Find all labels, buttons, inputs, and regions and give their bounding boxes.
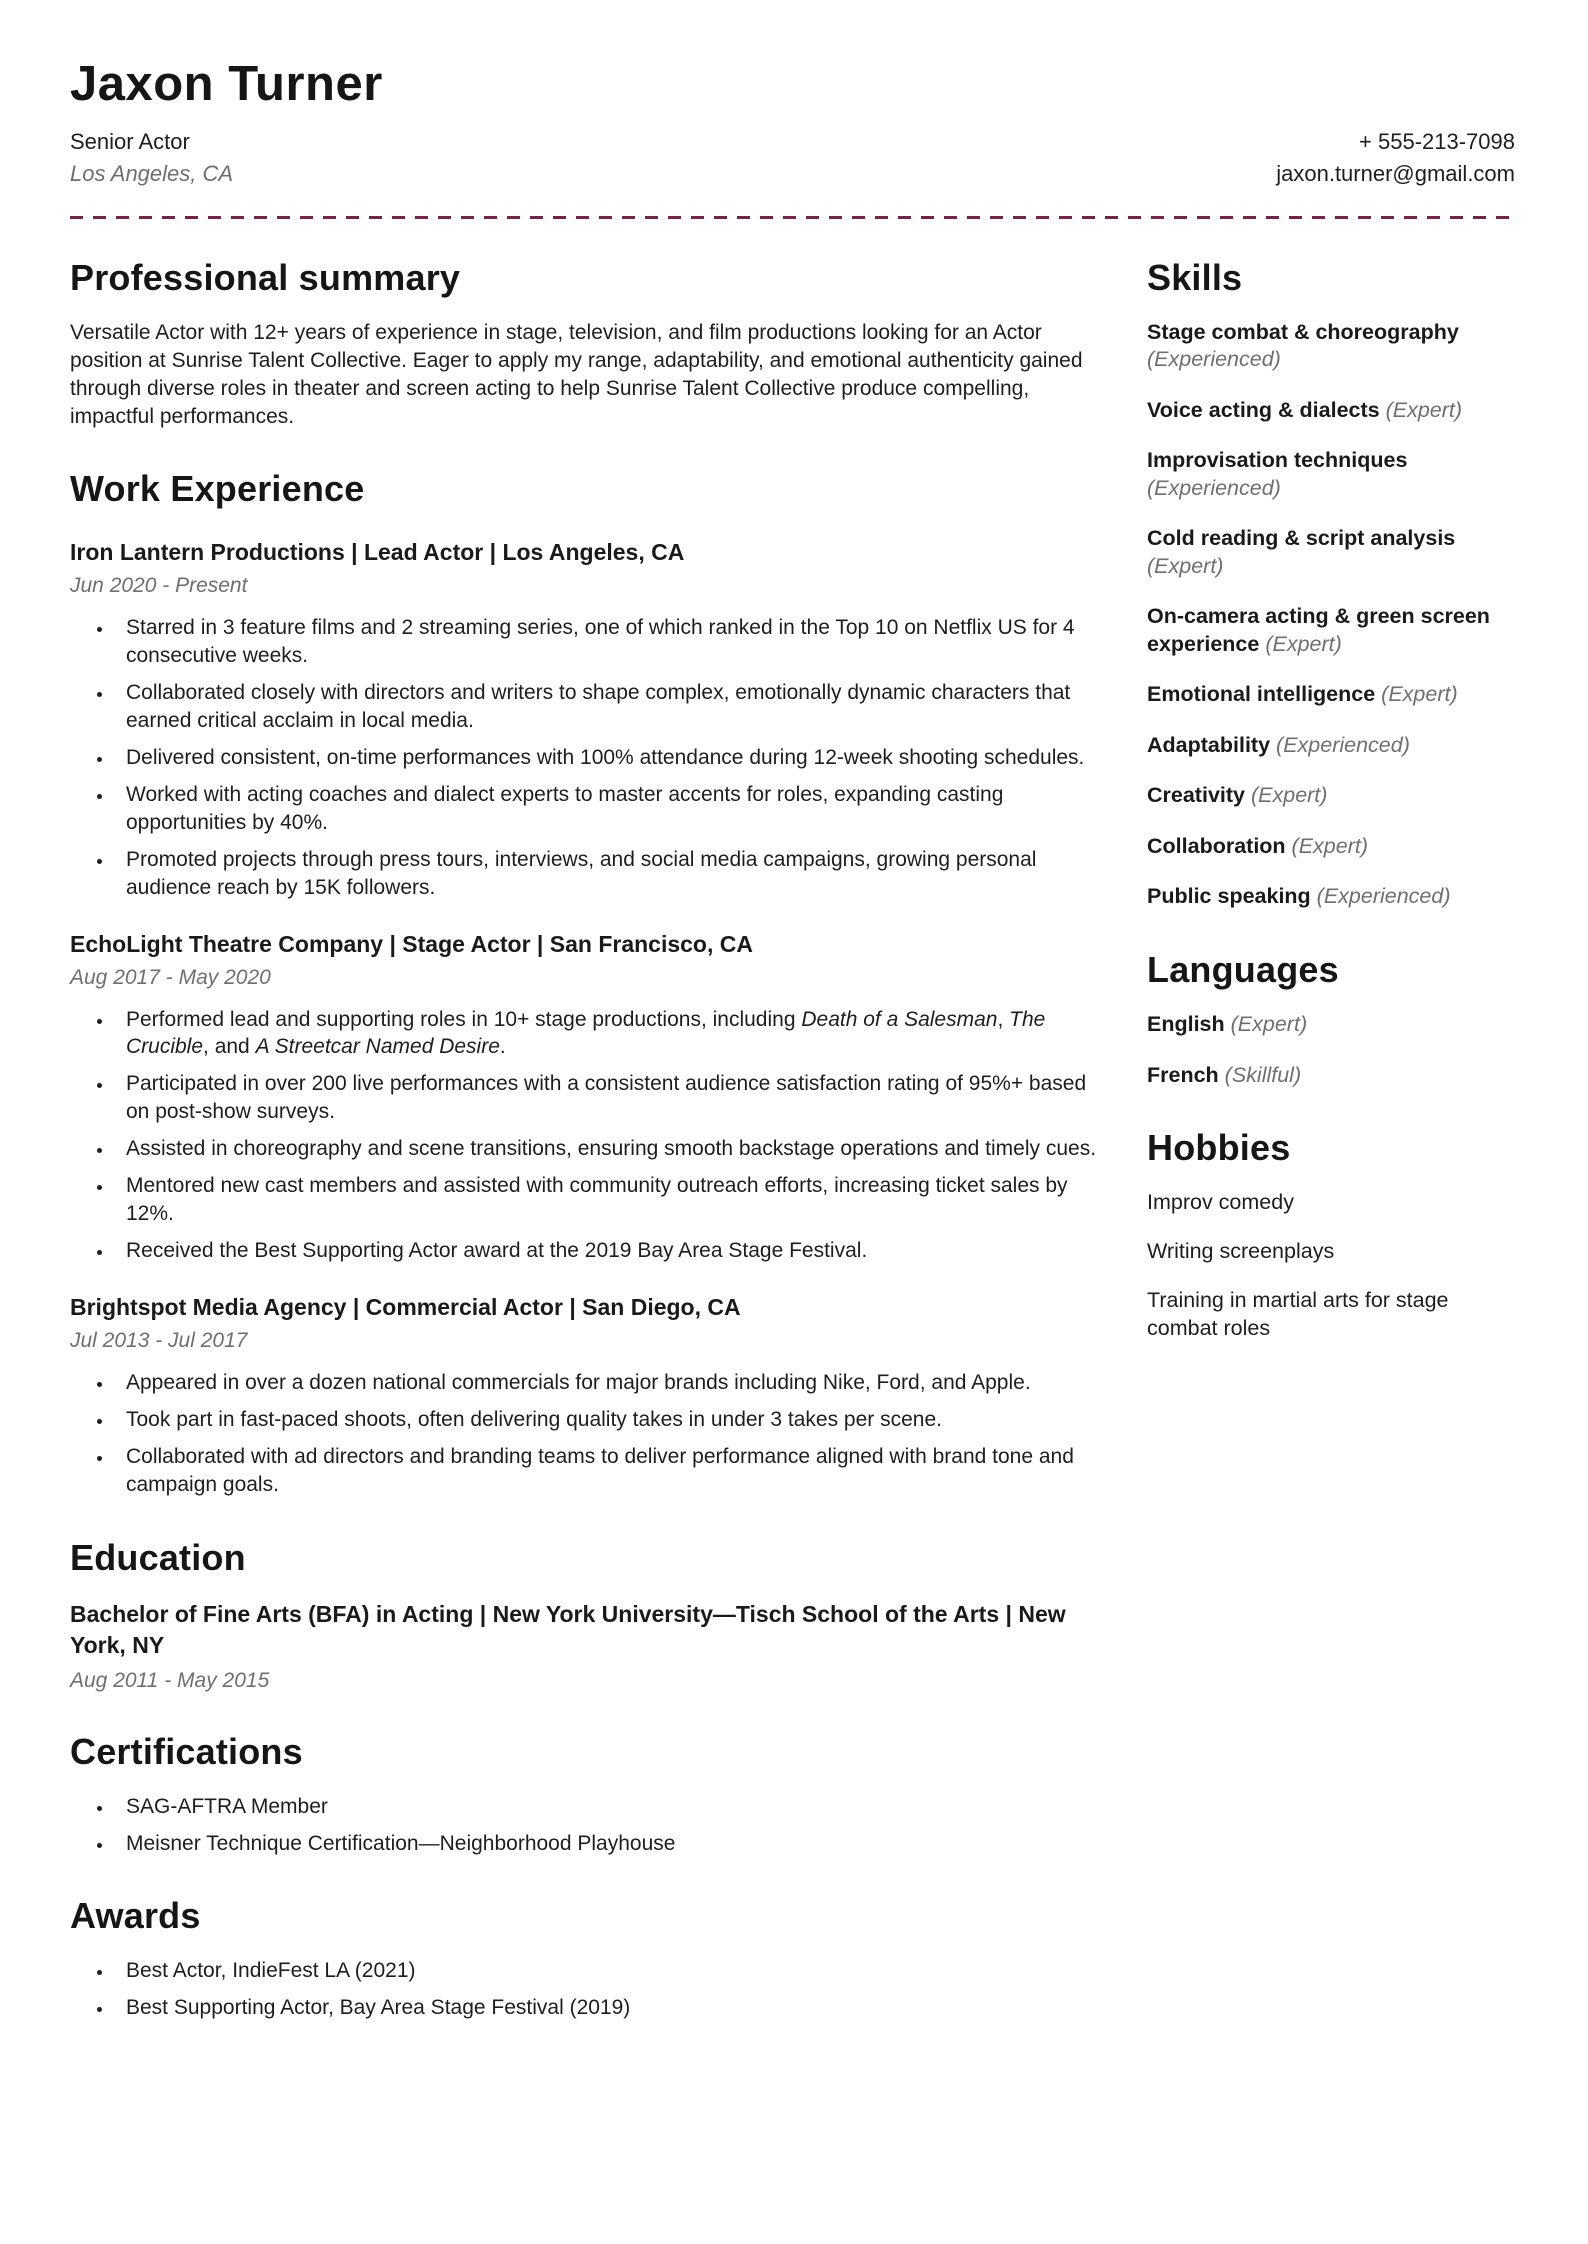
section-work-experience: [70, 468, 1110, 1498]
skill-item: [1147, 525, 1515, 580]
section-hobbies: [1147, 1127, 1515, 1343]
skill-name: Stage combat & choreography: [1147, 319, 1459, 344]
skill-level: (Expert): [1250, 783, 1328, 808]
bullet-item: • SAG-AFTRA Member: [114, 1793, 1110, 1821]
bullet-item: • Delivered consistent, on-time performances with 100% attendance during 12-week shooting schedules.: [114, 744, 1110, 772]
job-entry: [70, 538, 1110, 901]
section-professional-summary: [70, 257, 1110, 431]
summary-heading: Professional summary: [70, 256, 461, 298]
skill-name: French: [1147, 1062, 1219, 1087]
job-title-line: EchoLight Theatre Company | Stage Actor | San Francisco, CA: [70, 930, 753, 957]
skill-level: (Experienced): [1147, 475, 1281, 500]
skill-level: (Skillful): [1224, 1062, 1302, 1087]
work-heading: Work Experience: [70, 468, 365, 510]
job-dates: Jul 2013 - Jul 2017: [70, 1328, 248, 1352]
skill-name: On-camera acting & green screen experience: [1147, 604, 1490, 656]
certifications-heading: Certifications: [70, 1730, 303, 1772]
bullet-item: • Promoted projects through press tours, interviews, and social media campaigns, growing personal audience reach by 15K followers.: [114, 846, 1110, 902]
skill-name: Voice acting & dialects: [1147, 397, 1380, 422]
hobby-list: [1147, 1189, 1515, 1343]
resume-header: [70, 56, 1515, 190]
skill-name: Emotional intelligence: [1147, 682, 1376, 707]
bullet-item: • Starred in 3 feature films and 2 streaming series, one of which ranked in the Top 10 on Netflix US for 4 consecutive weeks.: [114, 614, 1110, 670]
certification-list: [70, 1793, 1110, 1858]
bullet-item: • Received the Best Supporting Actor award at the 2019 Bay Area Stage Festival.: [114, 1237, 1110, 1265]
job-dates: Aug 2017 - May 2020: [70, 965, 271, 989]
bullet-item: • Performed lead and supporting roles in 10+ stage productions, including Death of a Salesman, The Crucible, and A Streetcar Named Desire.: [114, 1006, 1110, 1062]
phone-number: + 555-213-7098: [1359, 129, 1515, 154]
skill-level: (Expert): [1385, 397, 1463, 422]
bullet-item: • Took part in fast-paced shoots, often delivering quality takes in under 3 takes per scene.: [114, 1406, 1110, 1434]
bullet-item: • Worked with acting coaches and dialect experts to master accents for roles, expanding casting opportunities by 40%.: [114, 781, 1110, 837]
bullet-item: • Best Supporting Actor, Bay Area Stage Festival (2019): [114, 1994, 1110, 2022]
degree-title: Bachelor of Fine Arts (BFA) in Acting | New York University—Tisch School of the Arts | New York, NY: [70, 1600, 1066, 1658]
hobby-item: Training in martial arts for stage combat roles: [1147, 1287, 1449, 1340]
header-title-location: [70, 126, 233, 190]
bullet-item: • Appeared in over a dozen national commercials for major brands including Nike, Ford, and Apple.: [114, 1369, 1110, 1397]
skill-item: [1147, 1011, 1515, 1039]
bullet-item: • Mentored new cast members and assisted with community outreach efforts, increasing ticket sales by 12%.: [114, 1172, 1110, 1228]
hobby-item: Improv comedy: [1147, 1190, 1294, 1215]
job-bullet-list: [70, 1369, 1110, 1499]
email-address: jaxon.turner@gmail.com: [1276, 160, 1515, 186]
person-location: Los Angeles, CA: [70, 160, 234, 186]
skill-item: [1147, 447, 1515, 502]
job-title-line: Brightspot Media Agency | Commercial Actor | San Diego, CA: [70, 1293, 741, 1320]
skill-name: Collaboration: [1147, 833, 1286, 858]
job-entry: [70, 1293, 1110, 1499]
skill-level: (Expert): [1291, 833, 1369, 858]
skill-item: [1147, 883, 1515, 911]
job-list: [70, 538, 1110, 1498]
skill-level: (Expert): [1230, 1012, 1308, 1036]
job-title-line: Iron Lantern Productions | Lead Actor | Los Angeles, CA: [70, 539, 685, 566]
bullet-item: • Collaborated with ad directors and branding teams to deliver performance aligned with brand tone and campaign goals.: [114, 1443, 1110, 1499]
summary-text: Versatile Actor with 12+ years of experience in stage, television, and film productions looking for an Actor position at Sunrise Talent Collective. Eager to apply my range, adaptability, and emotional authenticity gained through diverse roles in theater and screen acting to help Sunrise Talent Collective produce compelling, impactful performances.: [70, 320, 1083, 428]
skill-name: Adaptability: [1147, 732, 1271, 757]
person-job-title: Senior Actor: [70, 129, 190, 154]
skill-level: (Expert): [1381, 682, 1458, 707]
section-skills: [1147, 257, 1515, 911]
header-contact-info: [1276, 126, 1515, 190]
hobbies-heading: Hobbies: [1147, 1127, 1291, 1169]
section-awards: [70, 1895, 1110, 2022]
hobby-item: Writing screenplays: [1147, 1238, 1335, 1263]
education-dates: Aug 2011 - May 2015: [70, 1668, 270, 1692]
main-column: [70, 219, 1110, 2032]
bullet-item: • Assisted in choreography and scene transitions, ensuring smooth backstage operations and timely cues.: [114, 1135, 1110, 1163]
skill-item: [1147, 1062, 1515, 1090]
job-dates: Jun 2020 - Present: [70, 574, 248, 598]
education-heading: Education: [70, 1536, 246, 1578]
skill-name: Public speaking: [1147, 884, 1311, 909]
section-languages: [1147, 949, 1515, 1089]
skill-name: English: [1147, 1012, 1225, 1036]
job-bullet-list: [70, 1006, 1110, 1265]
skill-item: [1147, 397, 1515, 425]
skill-name: Creativity: [1147, 783, 1245, 808]
languages-heading: Languages: [1147, 949, 1339, 990]
skill-item: [1147, 319, 1515, 374]
skill-item: [1147, 833, 1515, 861]
section-certifications: [70, 1731, 1110, 1858]
skill-item: [1147, 603, 1515, 658]
person-name: Jaxon Turner: [70, 57, 383, 111]
skill-level: (Expert): [1265, 631, 1342, 656]
skill-name: Improvisation techniques: [1147, 448, 1408, 473]
skill-level: (Experienced): [1316, 884, 1451, 909]
bullet-item: • Meisner Technique Certification—Neighborhood Playhouse: [114, 1830, 1110, 1858]
bullet-item: • Best Actor, IndieFest LA (2021): [114, 1957, 1110, 1985]
skill-level: (Experienced): [1147, 347, 1281, 372]
skill-level: (Experienced): [1276, 732, 1410, 757]
resume-body: [70, 219, 1515, 2032]
section-education: [70, 1537, 1110, 1693]
awards-heading: Awards: [70, 1895, 201, 1937]
sidebar-column: [1147, 219, 1515, 2032]
skill-name: Cold reading & script analysis: [1147, 526, 1456, 551]
language-list: [1147, 1011, 1515, 1089]
award-list: [70, 1957, 1110, 2022]
job-bullet-list: [70, 614, 1110, 901]
skill-item: [1147, 681, 1515, 709]
skill-list: [1147, 319, 1515, 911]
bullet-item: • Participated in over 200 live performances with a consistent audience satisfaction rating of 95%+ based on post-show surveys.: [114, 1070, 1110, 1126]
job-entry: [70, 930, 1110, 1265]
skill-level: (Expert): [1147, 553, 1224, 578]
bullet-item: • Collaborated closely with directors and writers to shape complex, emotionally dynamic characters that earned critical acclaim in local media.: [114, 679, 1110, 735]
skill-item: [1147, 782, 1515, 810]
skill-item: [1147, 732, 1515, 760]
header-contact-row: [70, 126, 1515, 190]
skills-heading: Skills: [1147, 256, 1243, 298]
